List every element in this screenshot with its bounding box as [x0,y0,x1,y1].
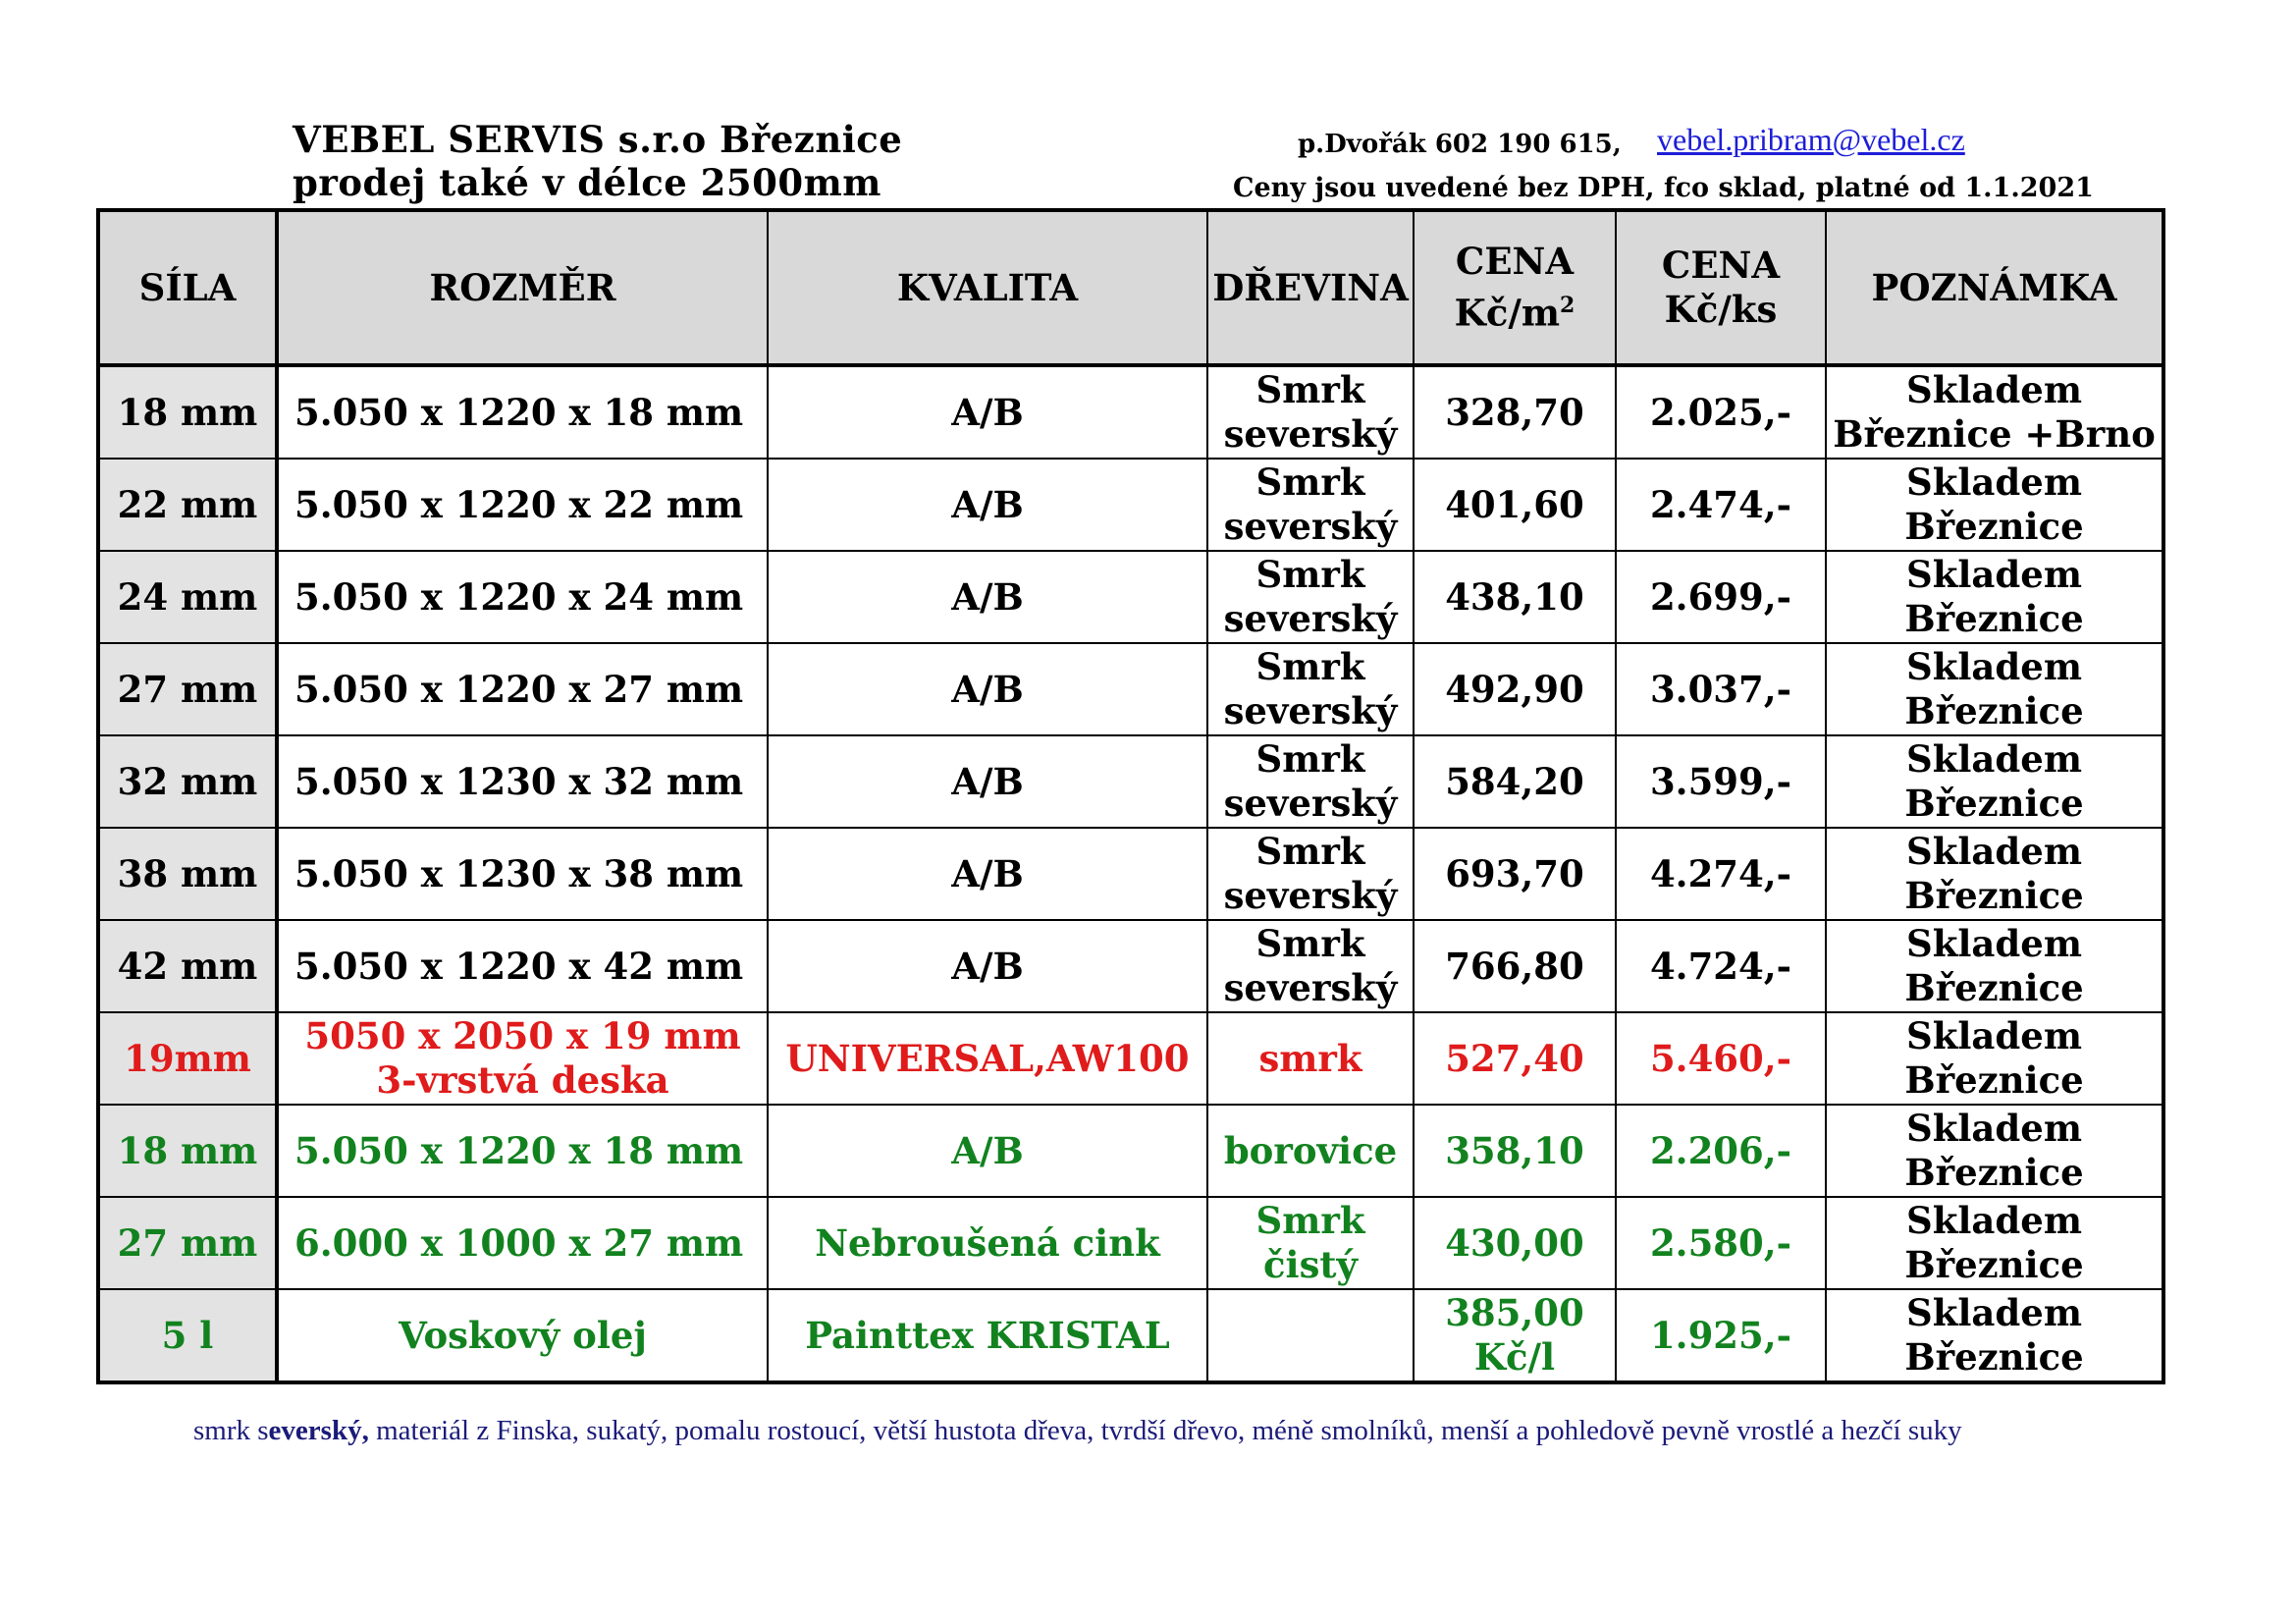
cell-drevina-line: Smrk [1255,1199,1365,1242]
cell-cena-ks-line: 4.274,- [1649,851,1792,895]
cell-rozmer-line: 3-vrstvá deska [376,1058,669,1102]
cell-poznamka [1826,920,2163,1012]
cell-cena-m2 [1414,920,1616,1012]
cell-poznamka-line: Skladem [1906,922,2082,965]
cell-rozmer-line: 5.050 x 1220 x 18 mm [294,1128,744,1172]
cell-drevina-line: severský [1223,689,1398,732]
cell-drevina [1207,1289,1414,1382]
price-table [96,208,2165,1384]
cell-drevina-line: Smrk [1255,553,1365,596]
cell-drevina-line: Smrk [1255,922,1365,965]
cell-poznamka-line: Březnice [1904,1335,2084,1379]
cell-rozmer-line: 5.050 x 1220 x 22 mm [294,482,744,526]
cell-cena-ks [1616,643,1826,735]
cell-sila [98,459,277,551]
cell-poznamka [1826,1289,2163,1382]
cell-sila-line: 27 mm [117,1220,258,1265]
header-cena-m2-unit: Kč/m [1454,291,1561,335]
cell-poznamka-line: Březnice [1904,597,2084,640]
cell-cena-m2 [1414,365,1616,459]
cell-sila-line: 22 mm [117,482,258,526]
cell-cena-m2-line: 358,10 [1445,1128,1584,1172]
header-cena-ks-line1: CENA [1661,244,1781,287]
cell-kvalita-line: A/B [951,759,1024,803]
cell-poznamka [1826,828,2163,920]
cell-cena-m2-line: 766,80 [1445,944,1584,988]
cell-poznamka-line: Skladem [1906,1291,2082,1334]
cell-poznamka [1826,643,2163,735]
header-drevina: DŘEVINA [1207,210,1414,365]
cell-poznamka-line: Březnice [1904,782,2084,825]
cell-cena-ks-line: 5.460,- [1649,1036,1792,1080]
cell-rozmer [277,1012,768,1105]
table-row [98,1105,2163,1197]
cell-sila [98,365,277,459]
header-cena-m2-line1: CENA [1455,240,1575,284]
cell-kvalita-line: A/B [951,851,1024,895]
cell-kvalita-line: Nebroušená cink [815,1220,1160,1265]
cell-poznamka-line: Skladem [1906,737,2082,781]
header-poznamka: POZNÁMKA [1826,210,2163,365]
cell-poznamka-line: Březnice [1904,1243,2084,1286]
footnote-bold: everský, [268,1415,369,1446]
cell-drevina-line: severský [1223,505,1398,548]
cell-cena-m2 [1414,828,1616,920]
cell-cena-ks-line: 2.580,- [1649,1220,1792,1265]
table-row [98,920,2163,1012]
cell-cena-m2-line: 401,60 [1445,482,1584,526]
cell-cena-m2-line: 492,90 [1445,667,1584,711]
cell-drevina-line: severský [1223,782,1398,825]
cell-cena-ks-line: 2.025,- [1649,390,1792,434]
cell-poznamka-line: Skladem [1906,368,2082,411]
cell-poznamka [1826,1012,2163,1105]
table-row [98,828,2163,920]
cell-cena-ks [1616,551,1826,643]
cell-cena-m2 [1414,643,1616,735]
cell-drevina [1207,459,1414,551]
cell-cena-m2 [1414,735,1616,828]
cell-poznamka-line: Březnice [1904,689,2084,732]
cell-kvalita-line: A/B [951,390,1024,434]
cell-cena-m2-line: 385,00 [1445,1291,1584,1334]
footnote-text: materiál z Finska, sukatý, pomalu rostoucí, větší hustota dřeva, tvrdší dřevo, méně smolníků, menší a pohledově pevně vrostlé a hezčí suky [368,1415,1962,1446]
cell-drevina-line: severský [1223,412,1398,456]
header-kvalita: KVALITA [768,210,1207,365]
cell-drevina-line: Smrk [1255,645,1365,688]
cell-rozmer [277,920,768,1012]
header-cena-m2-sup: 2 [1560,293,1575,319]
cell-sila-line: 27 mm [117,667,258,711]
cell-cena-ks [1616,1105,1826,1197]
cell-rozmer [277,1289,768,1382]
cell-rozmer [277,365,768,459]
cell-drevina [1207,920,1414,1012]
cell-kvalita [768,1012,1207,1105]
cell-cena-ks [1616,365,1826,459]
cell-drevina-line: borovice [1223,1128,1398,1172]
cell-kvalita [768,459,1207,551]
cell-sila [98,920,277,1012]
cell-kvalita-line: A/B [951,944,1024,988]
table-row [98,735,2163,828]
cell-cena-ks-line: 2.699,- [1649,574,1792,619]
cell-cena-m2 [1414,1105,1616,1197]
cell-drevina-line: Smrk [1255,830,1365,873]
cell-cena-ks-line: 4.724,- [1649,944,1792,988]
cell-cena-ks [1616,1289,1826,1382]
cell-sila [98,1289,277,1382]
cell-cena-m2 [1414,1197,1616,1289]
cell-drevina-line: Smrk [1255,368,1365,411]
cell-cena-m2 [1414,1012,1616,1105]
cell-rozmer-line: 5.050 x 1220 x 24 mm [294,574,744,619]
cell-sila [98,1105,277,1197]
cell-cena-m2-line: 693,70 [1445,851,1584,895]
cell-rozmer [277,459,768,551]
cell-sila-line: 24 mm [117,574,258,619]
table-row [98,643,2163,735]
cell-cena-ks-line: 2.474,- [1649,482,1792,526]
cell-drevina-line: smrk [1258,1036,1362,1080]
table-header-row [98,210,2163,365]
cell-drevina-line: Smrk [1255,737,1365,781]
cell-cena-ks [1616,459,1826,551]
cell-kvalita [768,365,1207,459]
cell-kvalita [768,828,1207,920]
cell-sila [98,735,277,828]
cell-poznamka-line: Skladem [1906,553,2082,596]
cell-drevina [1207,828,1414,920]
cell-kvalita-line: UNIVERSAL,AW100 [785,1036,1190,1080]
cell-kvalita-line: Painttex KRISTAL [805,1313,1170,1357]
cell-rozmer [277,735,768,828]
cell-sila-line: 42 mm [117,944,258,988]
cell-kvalita [768,920,1207,1012]
cell-poznamka-line: Březnice +Brno [1833,412,2156,456]
cell-kvalita [768,1289,1207,1382]
cell-poznamka-line: Skladem [1906,460,2082,504]
header-cena-m2-line2 [1415,284,1615,335]
cell-cena-m2 [1414,1289,1616,1382]
table-row [98,1197,2163,1289]
cell-poznamka-line: Březnice [1904,1058,2084,1102]
cell-poznamka [1826,365,2163,459]
cell-cena-ks [1616,1012,1826,1105]
cell-drevina [1207,1105,1414,1197]
cell-poznamka [1826,735,2163,828]
cell-poznamka [1826,459,2163,551]
cell-drevina [1207,735,1414,828]
cell-drevina-line: čistý [1262,1243,1358,1286]
cell-drevina [1207,643,1414,735]
cell-poznamka [1826,551,2163,643]
cell-rozmer [277,1105,768,1197]
cell-cena-ks-line: 3.037,- [1649,667,1792,711]
cell-rozmer [277,551,768,643]
cell-poznamka-line: Skladem [1906,645,2082,688]
cell-cena-m2-line: 438,10 [1445,574,1584,619]
cell-rozmer [277,828,768,920]
cell-cena-ks-line: 2.206,- [1649,1128,1792,1172]
cell-poznamka [1826,1105,2163,1197]
cell-cena-ks [1616,735,1826,828]
cell-rozmer-line: Voskový olej [399,1313,647,1357]
cell-kvalita-line: A/B [951,667,1024,711]
cell-drevina-line: severský [1223,966,1398,1009]
cell-cena-ks-line: 3.599,- [1649,759,1792,803]
cell-rozmer-line: 5.050 x 1230 x 38 mm [294,851,744,895]
cell-rozmer-line: 5.050 x 1220 x 42 mm [294,944,744,988]
cell-drevina [1207,1012,1414,1105]
cell-sila-line: 38 mm [117,851,258,895]
cell-kvalita [768,551,1207,643]
cell-drevina [1207,551,1414,643]
cell-drevina-line: severský [1223,874,1398,917]
cell-sila-line: 32 mm [117,759,258,803]
cell-cena-m2-line: 328,70 [1445,390,1584,434]
cell-kvalita-line: A/B [951,574,1024,619]
cell-sila [98,828,277,920]
cell-poznamka-line: Skladem [1906,1199,2082,1242]
cell-sila-line: 19mm [124,1036,251,1080]
cell-cena-m2 [1414,551,1616,643]
cell-sila-line: 18 mm [117,390,258,434]
header-cena-m2 [1414,210,1616,365]
cell-poznamka-line: Skladem [1906,830,2082,873]
table-row [98,1289,2163,1382]
footnote [193,1412,2137,1449]
cell-kvalita [768,735,1207,828]
cell-sila-line: 18 mm [117,1128,258,1172]
cell-drevina [1207,365,1414,459]
cell-rozmer [277,1197,768,1289]
cell-sila [98,1197,277,1289]
cell-cena-m2 [1414,459,1616,551]
company-name: VEBEL SERVIS s.r.o Březnice [293,118,903,161]
contact-phone: p.Dvořák 602 190 615, [1298,130,1622,159]
cell-cena-ks-line: 1.925,- [1649,1313,1792,1357]
cell-rozmer-line: 5050 x 2050 x 19 mm [304,1014,741,1057]
email-link[interactable]: vebel.pribram@vebel.cz [1657,122,1965,157]
cell-drevina-line: Smrk [1255,460,1365,504]
cell-cena-m2-line: 527,40 [1445,1036,1584,1080]
header-cena-ks [1616,210,1826,365]
table-row [98,551,2163,643]
cell-kvalita [768,1197,1207,1289]
table-row [98,459,2163,551]
cell-drevina [1207,1197,1414,1289]
cell-cena-ks [1616,828,1826,920]
header-cena-ks-line2: Kč/ks [1664,288,1778,331]
header-rozmer: ROZMĚR [277,210,768,365]
cell-sila-line: 5 l [161,1313,214,1357]
cell-cena-ks [1616,1197,1826,1289]
cell-rozmer-line: 5.050 x 1220 x 27 mm [294,667,744,711]
prices-note: Ceny jsou uvedené bez DPH, fco sklad, platné od 1.1.2021 [1233,173,2094,203]
cell-rozmer-line: 5.050 x 1230 x 32 mm [294,759,744,803]
cell-poznamka-line: Skladem [1906,1014,2082,1057]
cell-poznamka-line: Skladem [1906,1107,2082,1150]
cell-sila [98,551,277,643]
cell-poznamka-line: Březnice [1904,1151,2084,1194]
cell-kvalita [768,643,1207,735]
cell-sila [98,643,277,735]
cell-cena-m2-line: Kč/l [1473,1335,1556,1379]
cell-poznamka [1826,1197,2163,1289]
tagline: prodej také v délce 2500mm [293,161,881,204]
cell-rozmer-line: 5.050 x 1220 x 18 mm [294,390,744,434]
footnote-prefix: smrk s [193,1415,269,1446]
cell-kvalita-line: A/B [951,482,1024,526]
cell-cena-m2-line: 584,20 [1445,759,1584,803]
cell-drevina-line: severský [1223,597,1398,640]
cell-cena-ks [1616,920,1826,1012]
header-sila: SÍLA [98,210,277,365]
cell-cena-m2-line: 430,00 [1445,1220,1584,1265]
cell-rozmer-line: 6.000 x 1000 x 27 mm [294,1220,744,1265]
cell-poznamka-line: Březnice [1904,966,2084,1009]
cell-sila [98,1012,277,1105]
cell-rozmer [277,643,768,735]
cell-poznamka-line: Březnice [1904,505,2084,548]
cell-kvalita-line: A/B [951,1128,1024,1172]
table-row [98,1012,2163,1105]
cell-kvalita [768,1105,1207,1197]
cell-poznamka-line: Březnice [1904,874,2084,917]
table-row [98,365,2163,459]
